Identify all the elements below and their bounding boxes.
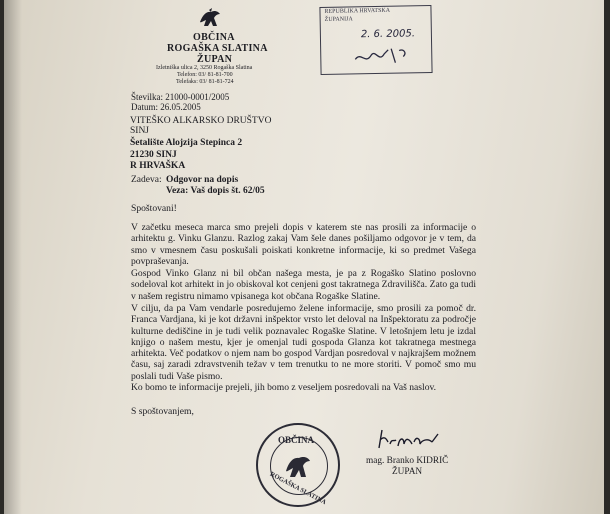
municipality-town: ROGAŠKA SLATINA (167, 43, 268, 54)
body-paragraph-1: V začetku meseca marca smo prejeli dopis v katerem ste nas prosili za informacije o arhitektu g. Vinku Glanzu. Razlog zakaj Vam šele danes pošiljamo odgovor je v tem, da smo v vmesnem času poskušali poiskati konkretne informacije, ki so predmet Vašega povpraševanja. (131, 222, 476, 267)
coat-of-arms-icon (197, 8, 223, 30)
reference-number: Številka: 21000-0001/2005 (131, 92, 230, 102)
recipient-line3: Šetalište Alojzija Stepinca 2 (130, 138, 243, 148)
stamp-received-date: 2. 6. 2005. (360, 28, 416, 41)
signatory-title: ŽUPAN (392, 467, 423, 477)
signatory-name: mag. Branko KIDRIČ (366, 456, 449, 466)
seal-coat-of-arms-icon (282, 453, 314, 481)
salutation: Spoštovani! (131, 203, 177, 214)
body-paragraph-2: Gospod Vinko Glanz ni bil občan našega mesta, je pa z Rogaško Slatino poslovno sodeloval kot arhitekt in jo obiskoval kot cenjeni gost takratnega Zdravilišča. Zato ga tudi v našem registru nimamo vpisanega kot občana Rogaške Slatine. (131, 268, 476, 302)
recipient-line1: VITEŠKO ALKARSKO DRUŠTVO (130, 116, 272, 126)
receipt-stamp (319, 5, 432, 75)
reference-date: Datum: 26.05.2005 (131, 102, 201, 112)
subject-label: Zadeva: (131, 175, 162, 185)
seal-top-text: OBČINA (278, 435, 315, 445)
office-phone: Telefon: 03/ 81-81-700 (177, 72, 233, 78)
stamp-header-line1: REPUBLIKA HRVATSKA (324, 7, 391, 15)
recipient-line2: SINJ (130, 126, 150, 136)
stamp-header-line2: ŽUPANIJA (324, 16, 353, 23)
closing: S spoštovanjem, (131, 406, 194, 417)
office-address: Izletniška ulica 2, 3250 Rogaška Slatina (156, 65, 253, 71)
official-seal (256, 423, 340, 507)
letter-page (4, 0, 604, 514)
stamp-handwritten-mark (351, 44, 411, 67)
handwritten-signature (376, 428, 442, 454)
subject-text: Odgovor na dopis (166, 175, 239, 185)
municipality-name: OBČINA (193, 32, 235, 43)
seal-bottom-text: ROGAŠKA SLATINA (268, 470, 328, 507)
recipient-line4: 21230 SINJ (130, 150, 177, 160)
body-paragraph-4: Ko bomo te informacije prejeli, jih bomo z veseljem posredovali na Vaš naslov. (131, 382, 437, 393)
subject-reference: Veza: Vaš dopis št. 62/05 (166, 186, 265, 196)
office-fax: Telefaks: 03/ 81-81-724 (176, 79, 234, 85)
body-paragraph-3: V cilju, da pa Vam vendarle posredujemo želene informacije, smo prosili za pomoč dr. Franca Vardjana, ki je kot državni inšpektor vrsto let deloval na Inšpektoratu za področje kulturne dediščine in je tudi velik poznavalec Rogaške Slatine. V letošnjem letu je izdal knjigo o našem mestu, kjer je omenjal tudi gospoda Glanza kot takratnega mestnega arhitekta. Več podatkov o njem nam bo gospod Vardjan posredoval v najkrajšem možnem času, saj zaradi zdravstvenih težav v tem trenutku to ne more storiti. V pomoč smo mu poslali tudi Vaše pismo. (131, 303, 476, 382)
recipient-line5: R HRVAŠKA (130, 161, 186, 171)
office-title: ŽUPAN (197, 54, 233, 65)
